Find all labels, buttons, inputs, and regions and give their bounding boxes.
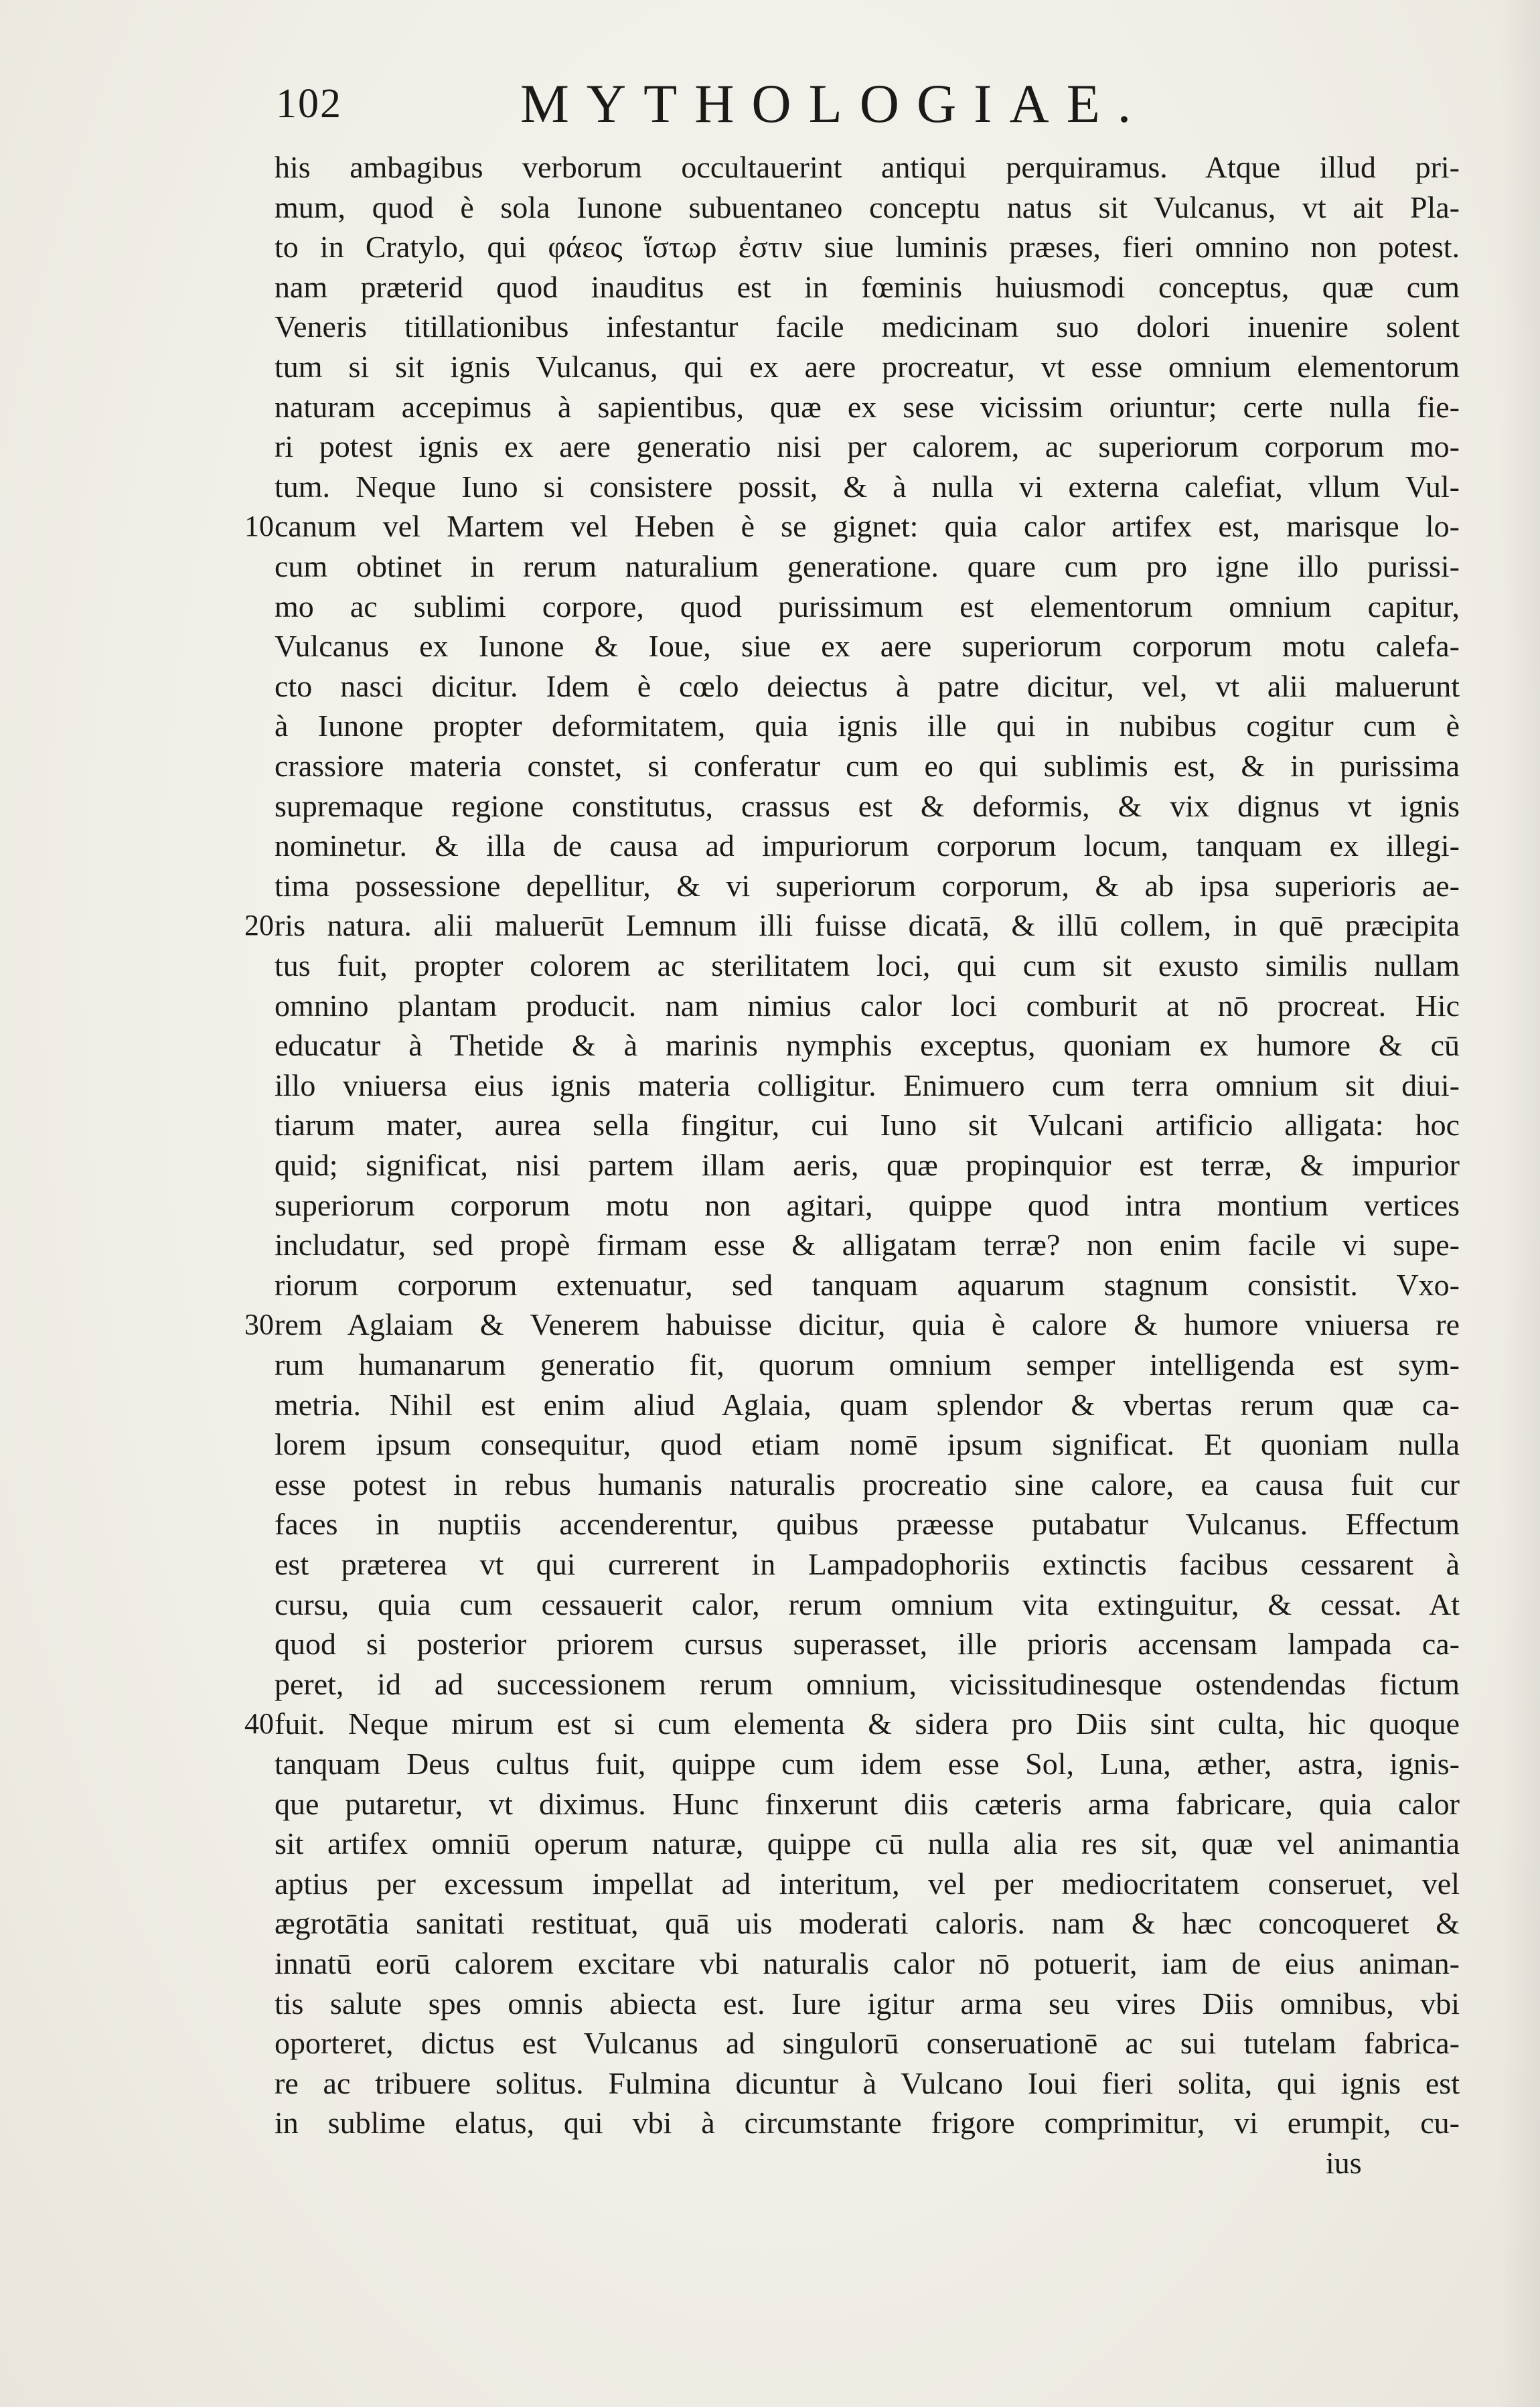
text-line: est præterea vt qui currerent in Lampadophoriis extinctis facibus cessarent à (275, 1547, 1460, 1581)
text-line: ri potest ignis ex aere generatio nisi per calorem, ac superiorum corporum mo- (275, 429, 1460, 464)
line-number-marker: 30 (244, 1308, 274, 1341)
text-line: nam præterid quod inauditus est in fœminis huiusmodi conceptus, quæ cum (275, 269, 1460, 304)
text-line: oporteret, dictus est Vulcanus ad singulorū conseruationē ac sui tutelam fabrica- (275, 2026, 1460, 2061)
text-line: quid; significat, nisi partem illam aeris, quæ propinquior est terræ, & impurior (275, 1148, 1460, 1182)
text-line: peret, id ad successionem rerum omnium, vicissitudinesque ostendendas fictum (275, 1666, 1460, 1701)
text-line: tanquam Deus cultus fuit, quippe cum idem esse Sol, Luna, æther, astra, ignis- (275, 1747, 1460, 1781)
catchword: ius (1326, 2146, 1362, 2180)
text-line: tima possessione depellitur, & vi superiorum corporum, & ab ipsa superioris ae- (275, 868, 1460, 903)
page-number: 102 (276, 81, 342, 127)
text-line: ris natura. alii maluerūt Lemnum illi fuisse dicatā, & illū collem, in quē præcipita (275, 908, 1460, 943)
text-line: his ambagibus verborum occultauerint antiqui perquiramus. Atque illud pri- (275, 150, 1460, 184)
text-line: à Iunone propter deformitatem, quia ignis ille qui in nubibus cogitur cum è (275, 709, 1460, 743)
text-line: includatur, sed propè firmam esse & alligatam terræ? non enim facile vi supe- (275, 1228, 1460, 1262)
text-line: metria. Nihil est enim aliud Aglaia, quam splendor & vbertas rerum quæ ca- (275, 1387, 1460, 1422)
text-line: rem Aglaiam & Venerem habuisse dicitur, quia è calore & humore vniuersa re (275, 1307, 1460, 1342)
text-line: rum humanarum generatio fit, quorum omnium semper intelligenda est sym- (275, 1347, 1460, 1382)
text-line: educatur à Thetide & à marinis nymphis exceptus, quoniam ex humore & cū (275, 1028, 1460, 1063)
line-number-marker: 20 (244, 909, 274, 942)
line-number-marker: 10 (244, 510, 274, 543)
page-header (276, 72, 1428, 146)
text-line: innatū eorū calorem excitare vbi naturalis calor nō potuerit, iam de eius animan- (275, 1946, 1460, 1980)
text-line: que putaretur, vt diximus. Hunc finxerunt diis cæteris arma fabricare, quia calor (275, 1786, 1460, 1821)
text-line: esse potest in rebus humanis naturalis procreatio sine calore, ea causa fuit cur (275, 1467, 1460, 1502)
text-line: riorum corporum extenuatur, sed tanquam aquarum stagnum consistit. Vxo- (275, 1267, 1460, 1302)
text-line: mum, quod è sola Iunone subuentaneo conceptu natus sit Vulcanus, vt ait Pla- (275, 190, 1460, 224)
running-title: MYTHOLOGIAE. (520, 73, 1149, 134)
text-line: lorem ipsum consequitur, quod etiam nomē ipsum significat. Et quoniam nulla (275, 1427, 1460, 1462)
text-line: mo ac sublimi corpore, quod purissimum est elementorum omnium capitur, (275, 589, 1460, 624)
text-line: Veneris titillationibus infestantur facile medicinam suo dolori inuenire solent (275, 309, 1460, 344)
text-line: quod si posterior priorem cursus superasset, ille prioris accensam lampada ca- (275, 1627, 1460, 1662)
text-line: Vulcanus ex Iunone & Ioue, siue ex aere superiorum corporum motu calefa- (275, 629, 1460, 664)
text-line: canum vel Martem vel Heben è se gignet: quia calor artifex est, marisque lo- (275, 509, 1460, 544)
text-line: tus fuit, propter colorem ac sterilitatem loci, qui cum sit exusto similis nullam (275, 948, 1460, 982)
text-line: omnino plantam producit. nam nimius calor loci comburit at nō procreat. Hic (275, 988, 1460, 1023)
text-line: cto nasci dicitur. Idem è cœlo deiectus à patre dicitur, vel, vt alii maluerunt (275, 668, 1460, 703)
text-line: crassiore materia constet, si conferatur cum eo qui sublimis est, & in purissima (275, 749, 1460, 783)
text-line: fuit. Neque mirum est si cum elementa & sidera pro Diis sint culta, hic quoque (275, 1706, 1460, 1741)
line-number-marker: 40 (244, 1707, 274, 1741)
text-line: tum. Neque Iuno si consistere possit, & à nulla vi externa calefiat, vllum Vul- (275, 469, 1460, 504)
text-line: ægrotātia sanitati restituat, quā uis moderati caloris. nam & hæc concoqueret & (275, 1906, 1460, 1941)
text-line: to in Cratylo, qui φάεος ἵστωρ ἐστιν siue luminis præses, fieri omnino non potest. (275, 230, 1460, 265)
text-line: tiarum mater, aurea sella fingitur, cui Iuno sit Vulcani artificio alligata: hoc (275, 1108, 1460, 1143)
text-line: aptius per excessum impellat ad interitum, vel per mediocritatem conseruet, vel (275, 1866, 1460, 1901)
text-line: tis salute spes omnis abiecta est. Iure igitur arma seu vires Diis omnibus, vbi (275, 1986, 1460, 2021)
text-line: nominetur. & illa de causa ad impuriorum corporum locum, tanquam ex illegi- (275, 828, 1460, 863)
text-line: sit artifex omniū operum naturæ, quippe cū nulla alia res sit, quæ vel animantia (275, 1826, 1460, 1861)
text-line: naturam accepimus à sapientibus, quæ ex sese vicissim oriuntur; certe nulla fie- (275, 389, 1460, 424)
text-line: cum obtinet in rerum naturalium generatione. quare cum pro igne illo purissi- (275, 549, 1460, 583)
text-line: faces in nuptiis accenderentur, quibus præesse putabatur Vulcanus. Effectum (275, 1507, 1460, 1542)
text-line: supremaque regione constitutus, crassus est & deformis, & vix dignus vt ignis (275, 788, 1460, 823)
text-line: cursu, quia cum cessauerit calor, rerum omnium vita extinguitur, & cessat. At (275, 1587, 1460, 1621)
text-line: illo vniuersa eius ignis materia colligitur. Enimuero cum terra omnium sit diui- (275, 1068, 1460, 1102)
text-line: superiorum corporum motu non agitari, quippe quod intra montium vertices (275, 1187, 1460, 1222)
text-line: tum si sit ignis Vulcanus, qui ex aere procreatur, vt esse omnium elementorum (275, 350, 1460, 384)
text-line: in sublime elatus, qui vbi à circumstante frigore comprimitur, vi erumpit, cu- (275, 2106, 1460, 2140)
text-line: re ac tribuere solitus. Fulmina dicuntur à Vulcano Ioui fieri solita, qui ignis est (275, 2065, 1460, 2100)
page-edge-shadow (1500, 0, 1540, 2407)
